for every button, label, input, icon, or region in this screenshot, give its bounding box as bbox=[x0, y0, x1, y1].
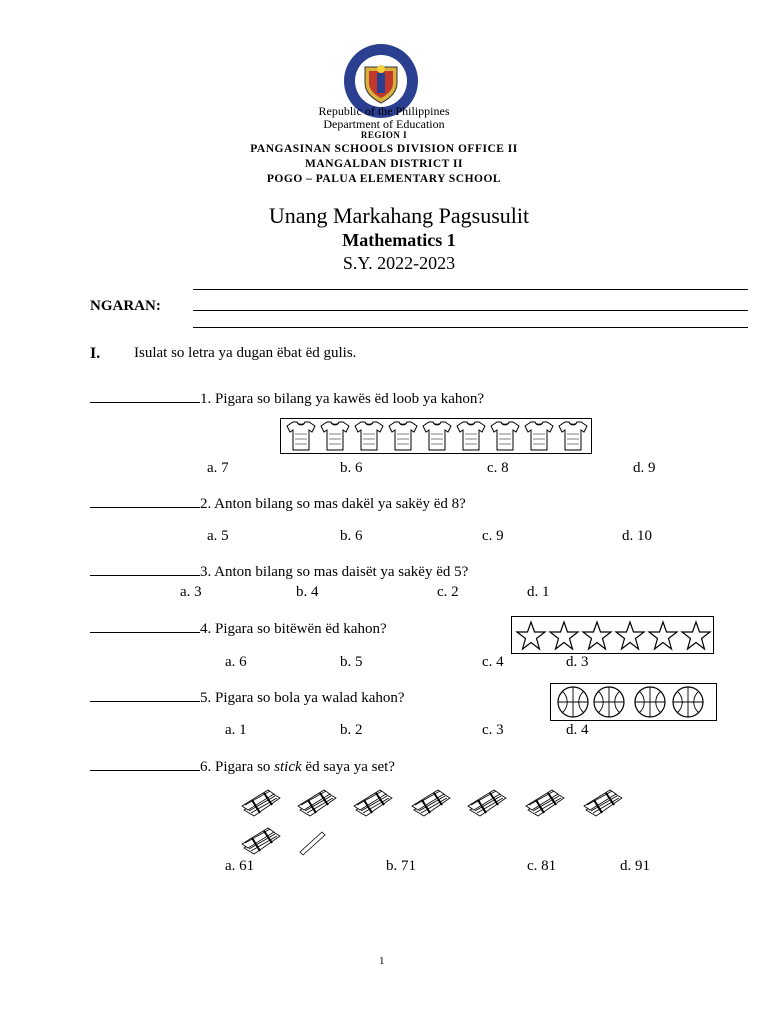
q6-option-a[interactable]: a. 61 bbox=[225, 858, 255, 874]
region-text: REGION I bbox=[360, 130, 408, 140]
q1-option-b[interactable]: b. 6 bbox=[340, 460, 363, 476]
shirt-icon bbox=[457, 422, 485, 450]
q3-option-d[interactable]: d. 1 bbox=[527, 584, 550, 600]
shirt-icon bbox=[287, 422, 315, 450]
q3-option-c[interactable]: c. 2 bbox=[437, 584, 459, 600]
answer-blank-3[interactable] bbox=[90, 563, 200, 576]
name-line-bottom bbox=[193, 327, 748, 328]
shirt-icon bbox=[559, 422, 587, 450]
basketball-icon bbox=[673, 687, 703, 717]
stick-bundle-icon bbox=[298, 790, 336, 816]
basketball-icon bbox=[635, 687, 665, 717]
balls-group bbox=[551, 684, 716, 720]
q5-option-a[interactable]: a. 1 bbox=[225, 722, 247, 738]
stars-group bbox=[512, 617, 713, 653]
star-icon bbox=[682, 622, 710, 649]
answer-blank-1[interactable] bbox=[90, 390, 200, 403]
star-icon bbox=[583, 622, 611, 649]
division-text: PANGASINAN SCHOOLS DIVISION OFFICE II bbox=[250, 143, 518, 155]
single-stick-icon bbox=[300, 832, 325, 855]
stick-bundle-icon bbox=[526, 790, 564, 816]
q6-option-c[interactable]: c. 81 bbox=[527, 858, 557, 874]
q1-option-d[interactable]: d. 9 bbox=[633, 460, 656, 476]
q1-option-a[interactable]: a. 7 bbox=[207, 460, 229, 476]
shirt-icon bbox=[321, 422, 349, 450]
q4-option-d[interactable]: d. 3 bbox=[566, 654, 589, 670]
q1-shirts-box bbox=[280, 418, 592, 454]
shirt-icon bbox=[389, 422, 417, 450]
stick-bundle-icon bbox=[242, 828, 280, 854]
department-text: Department of Education bbox=[323, 117, 445, 131]
q5-option-c[interactable]: c. 3 bbox=[482, 722, 504, 738]
subject-title: Mathematics 1 bbox=[342, 230, 456, 250]
question-1: 1. Pigara so bilang ya kawës ëd loob ya kahon? bbox=[90, 390, 484, 408]
q6-option-d[interactable]: d. 91 bbox=[620, 858, 650, 874]
stick-bundle-icon bbox=[242, 790, 280, 816]
stick-bundle-icon bbox=[584, 790, 622, 816]
name-field[interactable] bbox=[193, 310, 748, 311]
question-6: 6. Pigara so stick ëd saya ya set? bbox=[90, 758, 395, 776]
stick-bundle-icon bbox=[354, 790, 392, 816]
answer-blank-2[interactable] bbox=[90, 495, 200, 508]
q5-option-d[interactable]: d. 4 bbox=[566, 722, 589, 738]
q5-option-b[interactable]: b. 2 bbox=[340, 722, 363, 738]
name-line-top bbox=[193, 289, 748, 290]
q2-option-b[interactable]: b. 6 bbox=[340, 528, 363, 544]
answer-blank-5[interactable] bbox=[90, 689, 200, 702]
district-text: MANGALDAN DISTRICT II bbox=[305, 158, 463, 170]
q3-option-a[interactable]: a. 3 bbox=[180, 584, 202, 600]
shirt-icon bbox=[423, 422, 451, 450]
republic-text: Republic of the Philippines bbox=[318, 104, 450, 118]
q6-option-b[interactable]: b. 71 bbox=[386, 858, 416, 874]
q6-sticks-group bbox=[240, 782, 640, 862]
q4-option-b[interactable]: b. 5 bbox=[340, 654, 363, 670]
name-label: NGARAN: bbox=[90, 298, 161, 314]
q4-option-c[interactable]: c. 4 bbox=[482, 654, 504, 670]
section-instruction: Isulat so letra ya dugan ëbat ëd gulis. bbox=[134, 345, 357, 361]
section-number: I. bbox=[90, 345, 101, 362]
exam-title: Unang Markahang Pagsusulit bbox=[268, 203, 530, 228]
question-3: 3. Anton bilang so mas daisët ya sakëy ëd 5? bbox=[90, 563, 468, 581]
q1-option-c[interactable]: c. 8 bbox=[487, 460, 509, 476]
q4-option-a[interactable]: a. 6 bbox=[225, 654, 247, 670]
shirt-icon bbox=[525, 422, 553, 450]
answer-blank-6[interactable] bbox=[90, 758, 200, 771]
basketball-icon bbox=[558, 687, 588, 717]
shirt-icon bbox=[491, 422, 519, 450]
stick-bundle-icon bbox=[468, 790, 506, 816]
school-year: S.Y. 2022-2023 bbox=[342, 253, 456, 273]
page-number: 1 bbox=[379, 955, 385, 967]
stick-bundle-icon bbox=[412, 790, 450, 816]
shirt-icon bbox=[355, 422, 383, 450]
q2-option-c[interactable]: c. 9 bbox=[482, 528, 504, 544]
star-icon bbox=[550, 622, 578, 649]
q5-balls-box bbox=[550, 683, 717, 721]
q2-option-d[interactable]: d. 10 bbox=[622, 528, 652, 544]
shirts-group bbox=[281, 419, 591, 453]
star-icon bbox=[649, 622, 677, 649]
q4-stars-box bbox=[511, 616, 714, 654]
answer-blank-4[interactable] bbox=[90, 620, 200, 633]
star-icon bbox=[616, 622, 644, 649]
q3-option-b[interactable]: b. 4 bbox=[296, 584, 319, 600]
question-4: 4. Pigara so bitëwën ëd kahon? bbox=[90, 620, 387, 638]
q2-option-a[interactable]: a. 5 bbox=[207, 528, 229, 544]
question-2: 2. Anton bilang so mas dakël ya sakëy ëd 8? bbox=[90, 495, 466, 513]
school-text: POGO – PALUA ELEMENTARY SCHOOL bbox=[266, 173, 502, 185]
basketball-icon bbox=[594, 687, 624, 717]
star-icon bbox=[517, 622, 545, 649]
question-5: 5. Pigara so bola ya walad kahon? bbox=[90, 689, 405, 707]
